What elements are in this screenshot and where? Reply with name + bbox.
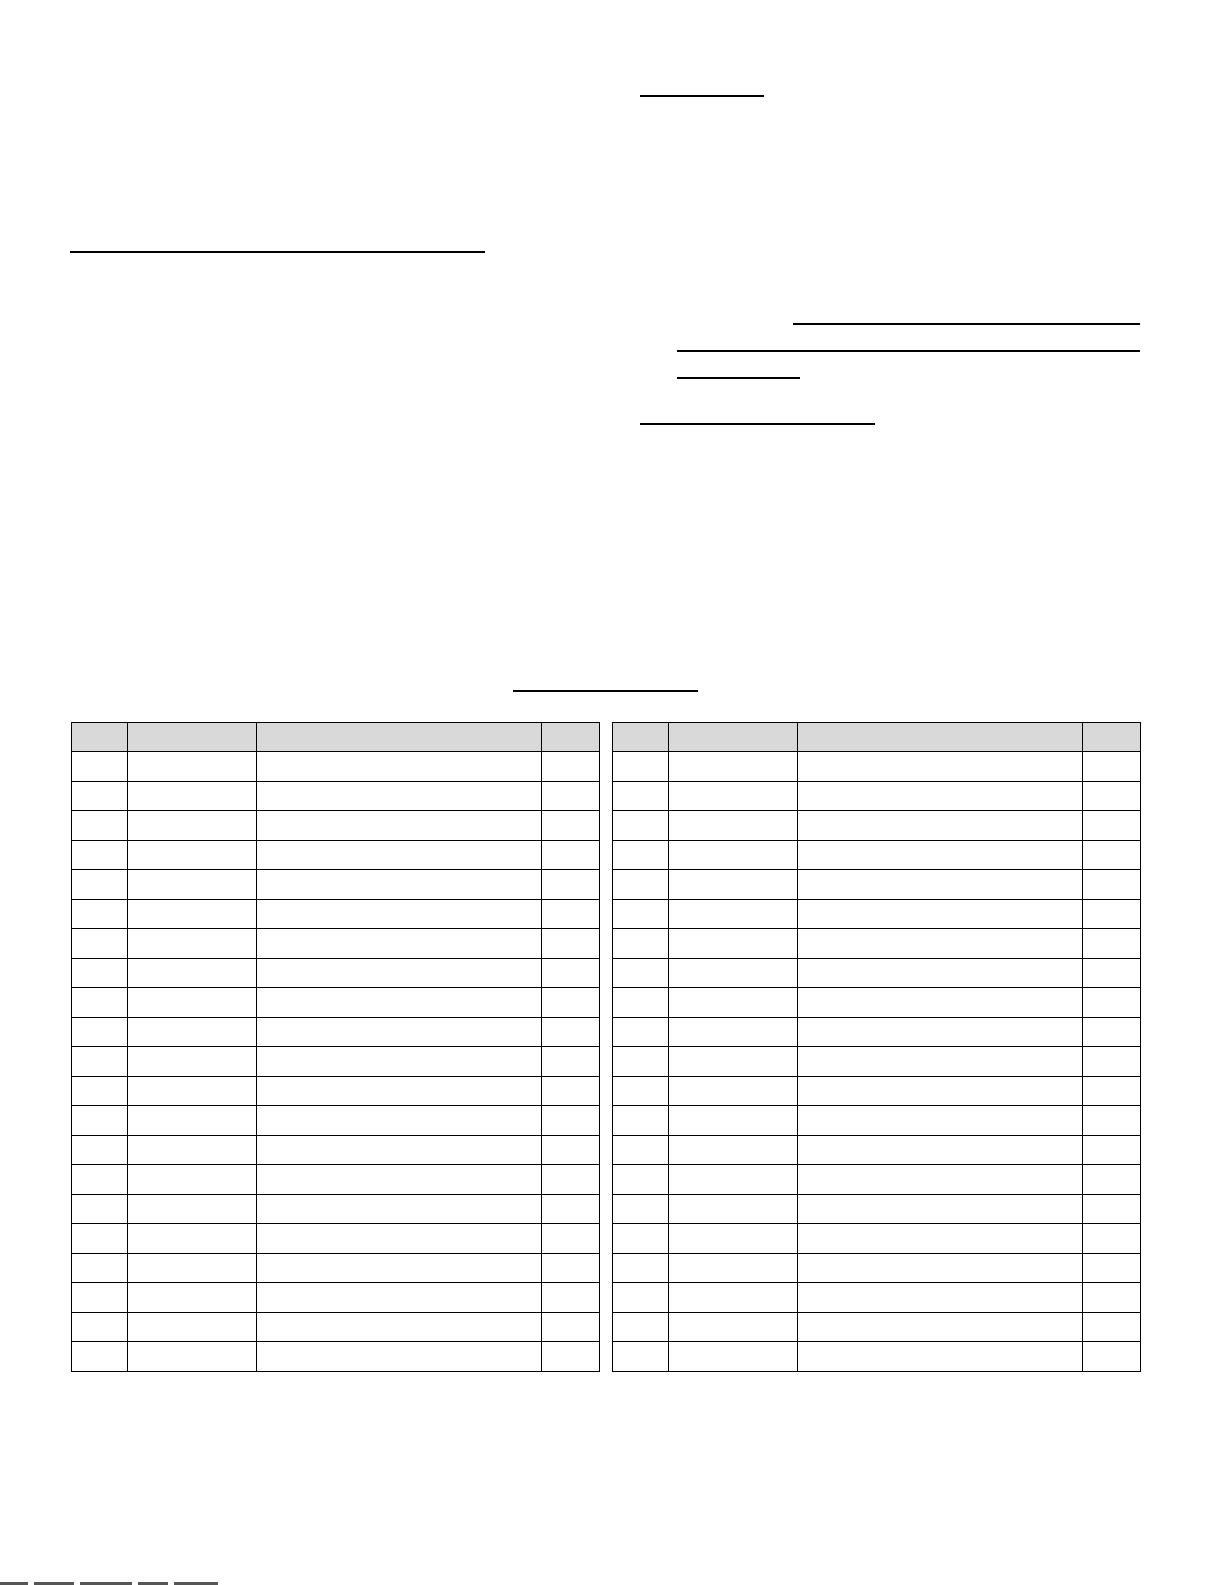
table-cell[interactable] <box>257 1047 542 1077</box>
table-cell[interactable] <box>798 1224 1083 1254</box>
table-cell[interactable] <box>72 1194 128 1224</box>
table-cell[interactable] <box>1083 1194 1141 1224</box>
table-cell[interactable] <box>542 1165 600 1195</box>
table-cell[interactable] <box>257 988 542 1018</box>
table-cell[interactable] <box>613 1017 669 1047</box>
table-cell[interactable] <box>613 1165 669 1195</box>
table-cell[interactable] <box>72 1106 128 1136</box>
table-row <box>72 988 600 1018</box>
table-row <box>613 929 1141 959</box>
table-row <box>613 988 1141 1018</box>
table-cell[interactable] <box>542 781 600 811</box>
table-cell[interactable] <box>613 840 669 870</box>
table-cell[interactable] <box>798 1283 1083 1313</box>
table-cell[interactable] <box>613 988 669 1018</box>
table-header-row <box>72 723 600 752</box>
table-row <box>72 929 600 959</box>
table-cell[interactable] <box>1083 988 1141 1018</box>
footer-marks <box>0 1578 260 1585</box>
table-cell[interactable] <box>72 988 128 1018</box>
table-cell[interactable] <box>669 1076 798 1106</box>
table-cell[interactable] <box>1083 899 1141 929</box>
table-row <box>72 958 600 988</box>
table-cell[interactable] <box>257 1283 542 1313</box>
table-cell[interactable] <box>798 1017 1083 1047</box>
table-cell[interactable] <box>669 870 798 900</box>
table-row <box>613 899 1141 929</box>
table-row <box>72 1342 600 1372</box>
table-cell[interactable] <box>613 752 669 782</box>
header-cell-qty <box>1083 723 1141 752</box>
table-cell[interactable] <box>669 1165 798 1195</box>
table-cell[interactable] <box>613 1283 669 1313</box>
table-cell[interactable] <box>542 1342 600 1372</box>
table-row <box>613 1106 1141 1136</box>
address-line-3 <box>677 377 800 379</box>
table-cell[interactable] <box>1083 1047 1141 1077</box>
table-cell[interactable] <box>1083 958 1141 988</box>
table-cell[interactable] <box>128 1312 257 1342</box>
table-cell[interactable] <box>72 1224 128 1254</box>
table-cell[interactable] <box>128 1106 257 1136</box>
table-row <box>72 1312 600 1342</box>
table-cell[interactable] <box>1083 1106 1141 1136</box>
parts-table-right <box>612 722 1141 1372</box>
table-cell[interactable] <box>798 1047 1083 1077</box>
table-cell[interactable] <box>257 929 542 959</box>
table-row <box>72 781 600 811</box>
table-cell[interactable] <box>798 899 1083 929</box>
table-cell[interactable] <box>128 1135 257 1165</box>
table-cell[interactable] <box>257 752 542 782</box>
table-cell[interactable] <box>257 840 542 870</box>
table-cell[interactable] <box>613 958 669 988</box>
table-cell[interactable] <box>257 899 542 929</box>
table-cell[interactable] <box>257 1253 542 1283</box>
table-row <box>613 1135 1141 1165</box>
table-cell[interactable] <box>669 1342 798 1372</box>
table-cell[interactable] <box>798 958 1083 988</box>
table-cell[interactable] <box>669 1224 798 1254</box>
table-cell[interactable] <box>128 1283 257 1313</box>
table-cell[interactable] <box>798 1342 1083 1372</box>
table-cell[interactable] <box>798 1312 1083 1342</box>
table-cell[interactable] <box>257 811 542 841</box>
table-row <box>613 1342 1141 1372</box>
table-cell[interactable] <box>1083 1283 1141 1313</box>
table-cell[interactable] <box>72 1047 128 1077</box>
table-cell[interactable] <box>1083 1253 1141 1283</box>
table-row <box>613 781 1141 811</box>
table-row <box>72 1194 600 1224</box>
table-row <box>613 1194 1141 1224</box>
table-cell[interactable] <box>128 988 257 1018</box>
address-line-1 <box>793 323 1140 325</box>
table-cell[interactable] <box>542 1224 600 1254</box>
table-cell[interactable] <box>669 1047 798 1077</box>
table-cell[interactable] <box>72 840 128 870</box>
table-cell[interactable] <box>542 1312 600 1342</box>
table-cell[interactable] <box>72 899 128 929</box>
header-cell-part-number <box>669 723 798 752</box>
table-cell[interactable] <box>128 1017 257 1047</box>
table-cell[interactable] <box>128 958 257 988</box>
table-row <box>72 1283 600 1313</box>
table-row <box>72 1047 600 1077</box>
table-row <box>72 811 600 841</box>
table-cell[interactable] <box>613 1312 669 1342</box>
table-cell[interactable] <box>72 1076 128 1106</box>
table-row <box>72 870 600 900</box>
table-cell[interactable] <box>798 1165 1083 1195</box>
section-heading-rule <box>513 690 698 692</box>
title-rule-top-right <box>640 95 764 97</box>
table-cell[interactable] <box>257 1312 542 1342</box>
table-cell[interactable] <box>613 1194 669 1224</box>
table-cell[interactable] <box>128 1076 257 1106</box>
table-cell[interactable] <box>1083 1135 1141 1165</box>
table-body-right <box>613 752 1141 1372</box>
table-row <box>613 1165 1141 1195</box>
table-cell[interactable] <box>542 1253 600 1283</box>
table-cell[interactable] <box>257 870 542 900</box>
header-cell-part-number <box>128 723 257 752</box>
table-cell[interactable] <box>1083 781 1141 811</box>
table-header-row <box>613 723 1141 752</box>
table-cell[interactable] <box>798 781 1083 811</box>
table-cell[interactable] <box>72 1283 128 1313</box>
table-cell[interactable] <box>669 811 798 841</box>
table-row <box>72 1165 600 1195</box>
table-cell[interactable] <box>669 1312 798 1342</box>
table-cell[interactable] <box>72 1165 128 1195</box>
table-cell[interactable] <box>128 811 257 841</box>
table-row <box>613 840 1141 870</box>
table-cell[interactable] <box>613 1135 669 1165</box>
table-cell[interactable] <box>128 899 257 929</box>
table-cell[interactable] <box>798 811 1083 841</box>
table-row <box>72 752 600 782</box>
table-cell[interactable] <box>798 1194 1083 1224</box>
table-cell[interactable] <box>72 752 128 782</box>
table-cell[interactable] <box>613 929 669 959</box>
table-cell[interactable] <box>669 1135 798 1165</box>
table-cell[interactable] <box>128 1047 257 1077</box>
table-cell[interactable] <box>257 1135 542 1165</box>
table-cell[interactable] <box>542 899 600 929</box>
table-cell[interactable] <box>72 1135 128 1165</box>
table-cell[interactable] <box>542 1283 600 1313</box>
table-cell[interactable] <box>257 1165 542 1195</box>
table-cell[interactable] <box>542 840 600 870</box>
table-row <box>613 1312 1141 1342</box>
table-cell[interactable] <box>1083 929 1141 959</box>
table-cell[interactable] <box>542 958 600 988</box>
header-cell-description <box>798 723 1083 752</box>
table-cell[interactable] <box>128 1342 257 1372</box>
table-cell[interactable] <box>669 1194 798 1224</box>
table-cell[interactable] <box>613 781 669 811</box>
table-cell[interactable] <box>72 1017 128 1047</box>
table-cell[interactable] <box>128 781 257 811</box>
table-row <box>72 1224 600 1254</box>
table-cell[interactable] <box>257 1017 542 1047</box>
table-cell[interactable] <box>1083 811 1141 841</box>
table-cell[interactable] <box>669 958 798 988</box>
table-cell[interactable] <box>669 1253 798 1283</box>
table-row <box>72 1076 600 1106</box>
table-row <box>613 752 1141 782</box>
table-cell[interactable] <box>1083 1076 1141 1106</box>
table-cell[interactable] <box>669 929 798 959</box>
table-cell[interactable] <box>669 1017 798 1047</box>
table-cell[interactable] <box>128 1224 257 1254</box>
table-cell[interactable] <box>798 1106 1083 1136</box>
table-cell[interactable] <box>128 1165 257 1195</box>
table-row <box>613 1224 1141 1254</box>
table-cell[interactable] <box>72 1312 128 1342</box>
table-cell[interactable] <box>1083 1224 1141 1254</box>
table-cell[interactable] <box>798 752 1083 782</box>
table-cell[interactable] <box>257 1106 542 1136</box>
table-cell[interactable] <box>1083 870 1141 900</box>
table-cell[interactable] <box>798 870 1083 900</box>
table-cell[interactable] <box>1083 1342 1141 1372</box>
table-cell[interactable] <box>542 870 600 900</box>
table-cell[interactable] <box>669 1106 798 1136</box>
table-cell[interactable] <box>1083 1312 1141 1342</box>
table-cell[interactable] <box>257 958 542 988</box>
table-cell[interactable] <box>257 1194 542 1224</box>
table-cell[interactable] <box>669 781 798 811</box>
table-cell[interactable] <box>669 752 798 782</box>
table-cell[interactable] <box>257 781 542 811</box>
table-row <box>613 811 1141 841</box>
name-signature-line <box>70 251 485 253</box>
table-row <box>613 870 1141 900</box>
table-cell[interactable] <box>542 1047 600 1077</box>
date-line <box>640 423 875 425</box>
table-cell[interactable] <box>613 1047 669 1077</box>
table-cell[interactable] <box>542 929 600 959</box>
table-row <box>613 1017 1141 1047</box>
address-line-2 <box>677 350 1140 352</box>
table-cell[interactable] <box>72 1253 128 1283</box>
table-row <box>613 1283 1141 1313</box>
table-row <box>72 1106 600 1136</box>
table-cell[interactable] <box>613 1224 669 1254</box>
table-cell[interactable] <box>613 899 669 929</box>
table-cell[interactable] <box>613 870 669 900</box>
table-cell[interactable] <box>542 1017 600 1047</box>
table-cell[interactable] <box>257 1076 542 1106</box>
table-row <box>72 899 600 929</box>
table-cell[interactable] <box>613 1076 669 1106</box>
table-cell[interactable] <box>1083 1017 1141 1047</box>
table-cell[interactable] <box>128 870 257 900</box>
table-body-left <box>72 752 600 1372</box>
table-cell[interactable] <box>72 958 128 988</box>
parts-table-left <box>71 722 600 1372</box>
table-row <box>72 1135 600 1165</box>
table-cell[interactable] <box>669 899 798 929</box>
table-cell[interactable] <box>798 1135 1083 1165</box>
table-cell[interactable] <box>669 840 798 870</box>
table-cell[interactable] <box>542 1076 600 1106</box>
table-cell[interactable] <box>257 1224 542 1254</box>
table-cell[interactable] <box>613 1342 669 1372</box>
table-cell[interactable] <box>128 840 257 870</box>
table-cell[interactable] <box>128 752 257 782</box>
table-row <box>613 1076 1141 1106</box>
table-cell[interactable] <box>542 1106 600 1136</box>
table-cell[interactable] <box>798 840 1083 870</box>
table-row <box>613 958 1141 988</box>
table-cell[interactable] <box>72 929 128 959</box>
table-cell[interactable] <box>72 811 128 841</box>
table-cell[interactable] <box>798 1076 1083 1106</box>
header-cell-no <box>72 723 128 752</box>
table-cell[interactable] <box>72 781 128 811</box>
table-cell[interactable] <box>128 1253 257 1283</box>
table-row <box>72 840 600 870</box>
header-cell-description <box>257 723 542 752</box>
table-cell[interactable] <box>613 811 669 841</box>
table-cell[interactable] <box>542 988 600 1018</box>
table-cell[interactable] <box>1083 752 1141 782</box>
table-cell[interactable] <box>798 988 1083 1018</box>
table-cell[interactable] <box>72 1342 128 1372</box>
table-cell[interactable] <box>542 811 600 841</box>
table-cell[interactable] <box>798 1253 1083 1283</box>
table-cell[interactable] <box>257 1342 542 1372</box>
table-cell[interactable] <box>669 1283 798 1313</box>
table-cell[interactable] <box>613 1253 669 1283</box>
table-cell[interactable] <box>669 988 798 1018</box>
table-row <box>613 1253 1141 1283</box>
header-cell-qty <box>542 723 600 752</box>
header-cell-no <box>613 723 669 752</box>
table-cell[interactable] <box>798 929 1083 959</box>
table-row <box>72 1017 600 1047</box>
table-row <box>613 1047 1141 1077</box>
table-cell[interactable] <box>128 929 257 959</box>
table-cell[interactable] <box>128 1194 257 1224</box>
table-cell[interactable] <box>1083 840 1141 870</box>
table-cell[interactable] <box>613 1106 669 1136</box>
table-cell[interactable] <box>542 1194 600 1224</box>
table-row <box>72 1253 600 1283</box>
table-cell[interactable] <box>542 1135 600 1165</box>
table-cell[interactable] <box>1083 1165 1141 1195</box>
table-cell[interactable] <box>542 752 600 782</box>
table-cell[interactable] <box>72 870 128 900</box>
